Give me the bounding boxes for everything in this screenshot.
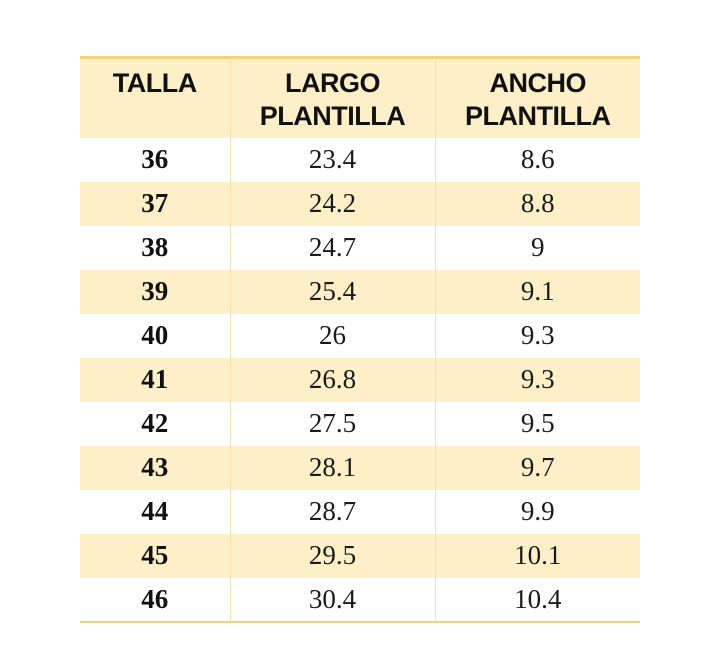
- cell-talla: 41: [141, 364, 169, 394]
- cell-ancho: 10.4: [435, 578, 640, 622]
- header-ancho-plantilla: ANCHO PLANTILLA: [435, 58, 640, 138]
- cell-ancho: 9.1: [435, 270, 640, 314]
- cell-ancho: 9.7: [435, 446, 640, 490]
- cell-largo: 28.1: [230, 446, 435, 490]
- cell-largo: 27.5: [230, 402, 435, 446]
- cell-talla: 38: [141, 232, 169, 262]
- cell-talla: 37: [141, 188, 169, 218]
- cell-talla: 40: [141, 320, 169, 350]
- header-row: [80, 58, 640, 138]
- cell-ancho: 8.6: [435, 138, 640, 182]
- table-row: [80, 138, 640, 182]
- table-row: [80, 534, 640, 578]
- cell-ancho: 10.1: [435, 534, 640, 578]
- table-row: [80, 182, 640, 226]
- cell-talla: 45: [141, 540, 169, 570]
- cell-talla: 36: [141, 144, 169, 174]
- cell-largo: 24.2: [230, 182, 435, 226]
- table-row: [80, 446, 640, 490]
- cell-ancho: 9.3: [435, 358, 640, 402]
- cell-talla: 46: [80, 578, 230, 622]
- table-header: [80, 58, 640, 138]
- cell-talla: 43: [141, 452, 169, 482]
- cell-ancho: 9.9: [435, 490, 640, 534]
- table-row: [80, 270, 640, 314]
- cell-largo: 25.4: [230, 270, 435, 314]
- cell-largo: 24.7: [230, 226, 435, 270]
- cell-largo: 26: [230, 314, 435, 358]
- cell-largo: 30.4: [230, 578, 435, 622]
- cell-ancho: 8.8: [435, 182, 640, 226]
- size-chart-table: [80, 56, 640, 623]
- cell-largo: 23.4: [230, 138, 435, 182]
- cell-largo: 26.8: [230, 358, 435, 402]
- header-talla: TALLA: [80, 58, 230, 138]
- cell-ancho: 9.3: [435, 314, 640, 358]
- cell-talla: 39: [141, 276, 169, 306]
- cell-largo: 28.7: [230, 490, 435, 534]
- cell-ancho: 9: [435, 226, 640, 270]
- cell-largo: 29.5: [230, 534, 435, 578]
- table-row: [80, 490, 640, 534]
- cell-talla: 42: [141, 408, 169, 438]
- table-row: [80, 358, 640, 402]
- table-row: [80, 314, 640, 358]
- cell-talla: 44: [141, 496, 169, 526]
- table-body: [80, 138, 640, 622]
- header-largo-plantilla: LARGO PLANTILLA: [230, 58, 435, 138]
- table-row: [80, 226, 640, 270]
- table-row: [80, 578, 640, 622]
- table-row: [80, 402, 640, 446]
- cell-ancho: 9.5: [435, 402, 640, 446]
